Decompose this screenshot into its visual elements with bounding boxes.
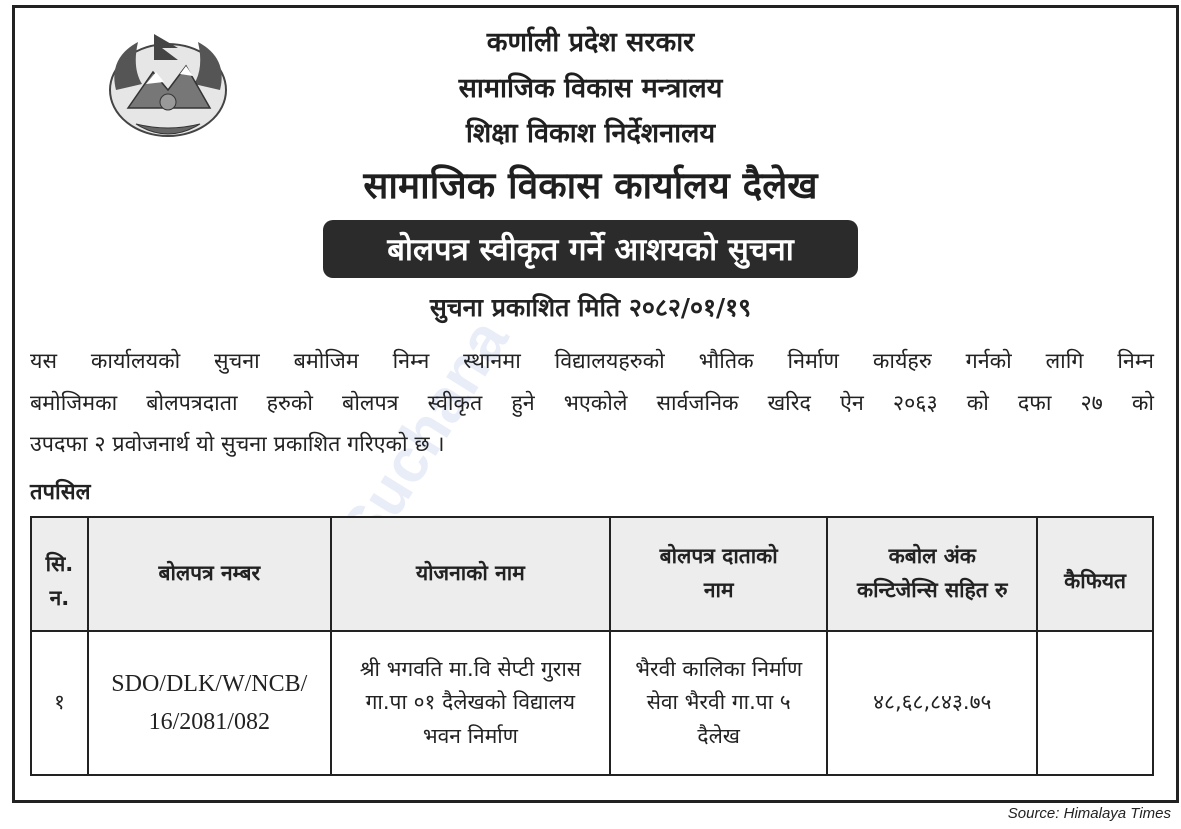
header-project-name: योजनाको नाम <box>331 517 610 631</box>
ministry-name: सामाजिक विकास मन्त्रालय <box>458 73 723 104</box>
bidder-line2: सेवा भैरवी गा.पा ५ <box>646 690 791 715</box>
bid-details-table <box>30 516 1154 776</box>
body-text-line-1: यस कार्यालयको सुचना बमोजिम निम्न स्थानमा विद्यालयहरुको भौतिक निर्माण कार्यहरु गर्नको लागि निम्न <box>30 349 1154 374</box>
notice-title-banner <box>323 220 858 278</box>
cell-serial-number: १ <box>31 631 88 775</box>
header-remarks: कैफियत <box>1037 517 1153 631</box>
header-bid-number: बोलपत्र नम्बर <box>88 517 331 631</box>
bidder-line1: भैरवी कालिका निर्माण <box>635 656 803 681</box>
publish-date: सुचना प्रकाशित मिति २०८२/०१/१९ <box>429 293 752 322</box>
project-line3: भवन निर्माण <box>422 723 518 748</box>
header-bidder-name <box>610 517 827 631</box>
header-amount-line1: कबोल अंक <box>888 544 976 569</box>
notice-title: बोलपत्र स्वीकृत गर्ने आशयको सुचना <box>387 232 794 268</box>
body-text-line-3: उपदफा २ प्रवोजनार्थ यो सुचना प्रकाशित गरिएको छ । <box>30 432 445 457</box>
header-amount-line2: कन्टिजेन्सि सहित रु <box>856 578 1008 602</box>
project-line1: श्री भगवति मा.वि सेप्टी गुरास <box>359 656 581 681</box>
office-name: सामाजिक विकास कार्यालय दैलेख <box>363 164 818 207</box>
header-bidder-line1: बोलपत्र दाताको <box>659 544 778 569</box>
cell-remarks <box>1037 631 1153 775</box>
table-row <box>31 631 1153 775</box>
header-bidder-line2: नाम <box>703 578 734 602</box>
header-serial-line1: सि. <box>45 552 74 577</box>
bid-number-line2: 16/2081/082 <box>148 709 270 735</box>
body-text-line-2: बमोजिमका बोलपत्रदाता हरुको बोलपत्र स्वीकृत हुने भएकोले सार्वजनिक खरिद ऐन २०६३ को दफा २७ को <box>30 391 1154 416</box>
header-bid-amount <box>827 517 1037 631</box>
header-serial-number <box>31 517 88 631</box>
directorate-name: शिक्षा विकाश निर्देशनालय <box>465 118 716 149</box>
bid-number-line1: SDO/DLK/W/NCB/ <box>111 670 308 697</box>
details-label: तपसिल <box>30 480 91 505</box>
project-line2: गा.पा ०१ दैलेखको विद्यालय <box>365 690 576 715</box>
cell-bidder-name <box>610 631 827 775</box>
header-serial-line2: न. <box>49 586 70 610</box>
government-name: कर्णाली प्रदेश सरकार <box>486 27 695 58</box>
cell-bid-amount: ४८,६८,८४३.७५ <box>827 631 1037 775</box>
cell-bid-number <box>88 631 331 775</box>
bidder-line3: दैलेख <box>697 723 740 748</box>
cell-project-name <box>331 631 610 775</box>
source-credit: Source: Himalaya Times <box>1007 805 1171 822</box>
table-header-row <box>31 517 1153 631</box>
